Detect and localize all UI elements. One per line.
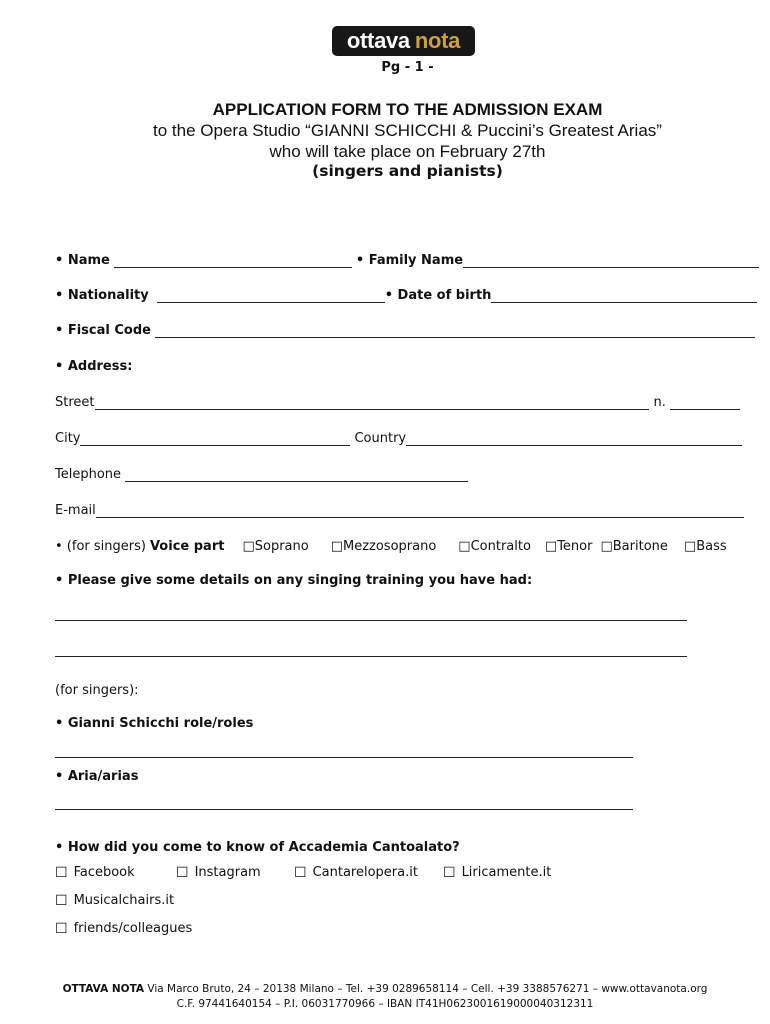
voice-part-prefix: • (for singers) <box>55 539 146 554</box>
training-answer-line-2[interactable] <box>55 656 687 657</box>
family-name-input-line[interactable] <box>463 255 759 268</box>
training-question-row <box>55 573 532 588</box>
source-options-row-1 <box>55 865 551 881</box>
arias-answer-line[interactable] <box>55 809 633 810</box>
fiscal-code-row <box>55 323 755 338</box>
city-input-line[interactable] <box>80 433 350 446</box>
voice-option-tenor[interactable]: □Tenor <box>544 539 593 554</box>
nationality-label: • Nationality <box>55 288 149 303</box>
source-option-label: Musicalchairs.it <box>73 893 175 908</box>
training-answer-line-1[interactable] <box>55 620 687 621</box>
nationality-row <box>55 288 757 303</box>
email-input-line[interactable] <box>96 505 744 518</box>
email-row <box>55 503 744 518</box>
checkbox-icon: ☐ <box>55 893 68 909</box>
singers-note: (for singers): <box>55 683 139 698</box>
source-option-musicalchairs[interactable] <box>55 893 174 909</box>
voice-part-label: Voice part <box>149 539 225 554</box>
street-input-line[interactable] <box>95 397 649 410</box>
source-option-instagram[interactable] <box>176 865 294 881</box>
source-option-facebook[interactable] <box>55 865 176 881</box>
singers-note-row <box>55 683 139 698</box>
footer-contacts: Via Marco Bruto, 24 – 20138 Milano – Tel. +39 0289658114 – Cell. +39 3388576271 – www.ottavanota.org <box>147 983 708 995</box>
country-label: Country <box>354 431 407 446</box>
voice-part-row <box>55 539 749 554</box>
training-question: • Please give some details on any singing training you have had: <box>55 573 533 588</box>
logo-word-ottava: ottava <box>346 28 410 53</box>
ottavanota-logo <box>332 26 475 56</box>
checkbox-icon: ☐ <box>176 865 189 881</box>
source-option-label: Cantarelopera.it <box>312 865 418 880</box>
name-input-line[interactable] <box>114 255 352 268</box>
name-label: • Name <box>55 253 110 268</box>
checkbox-icon: ☐ <box>55 865 68 881</box>
source-option-cantarelopera[interactable] <box>294 865 443 881</box>
city-row <box>55 431 742 446</box>
voice-option-soprano[interactable]: □Soprano <box>242 539 309 554</box>
checkbox-icon: ☐ <box>294 865 307 881</box>
roles-answer-line[interactable] <box>55 757 633 758</box>
telephone-label: Telephone <box>55 467 122 482</box>
voice-option-contralto[interactable]: □Contralto <box>458 539 531 554</box>
country-input-line[interactable] <box>406 433 742 446</box>
source-options-row-2 <box>55 893 174 909</box>
name-row <box>55 253 759 268</box>
footer-tax-line: C.F. 97441640154 – P.I. 06031770966 – IBAN IT41H0623001619000040312311 <box>176 998 594 1010</box>
street-number-label: n. <box>653 395 666 410</box>
telephone-row <box>55 467 468 482</box>
telephone-input-line[interactable] <box>125 469 468 482</box>
checkbox-icon: ☐ <box>443 865 456 881</box>
address-label: • Address: <box>55 359 133 374</box>
nationality-input-line[interactable] <box>157 290 385 303</box>
checkbox-icon: ☐ <box>55 921 68 937</box>
roles-row <box>55 716 253 731</box>
source-options-row-3 <box>55 921 192 937</box>
voice-option-mezzosoprano[interactable]: □Mezzosoprano <box>330 539 437 554</box>
date-of-birth-label: • Date of birth <box>384 288 492 303</box>
voice-option-baritone[interactable]: □Baritone <box>600 539 668 554</box>
voice-option-bass[interactable]: □Bass <box>683 539 727 554</box>
family-name-label: • Family Name <box>355 253 464 268</box>
source-option-liricamente[interactable] <box>443 865 551 881</box>
roles-label: • Gianni Schicchi role/roles <box>55 716 254 731</box>
form-subtitle-audience: (singers and pianists) <box>312 162 503 180</box>
logo-word-nota: nota <box>414 28 461 53</box>
footer-company: OTTAVA NOTA <box>62 983 145 995</box>
fiscal-code-input-line[interactable] <box>155 325 755 338</box>
source-option-friends[interactable] <box>55 921 192 937</box>
street-label: Street <box>55 395 95 410</box>
source-option-label: Instagram <box>194 865 261 880</box>
source-option-label: Liricamente.it <box>461 865 552 880</box>
arias-label: • Aria/arias <box>55 769 139 784</box>
source-question: • How did you come to know of Accademia Cantoalato? <box>55 840 460 855</box>
page-number: Pg - 1 - <box>381 60 434 75</box>
source-question-row <box>55 840 460 855</box>
email-label: E-mail <box>55 503 96 518</box>
source-option-label: Facebook <box>73 865 135 880</box>
source-option-label: friends/colleagues <box>73 921 193 936</box>
date-of-birth-input-line[interactable] <box>491 290 757 303</box>
arias-row <box>55 769 138 784</box>
address-row <box>55 359 132 374</box>
form-subtitle-date: who will take place on February 27th <box>269 142 546 161</box>
form-title: APPLICATION FORM TO THE ADMISSION EXAM <box>212 100 603 119</box>
form-subtitle-opera-studio: to the Opera Studio “GIANNI SCHICCHI & Puccini’s Greatest Arias” <box>153 121 662 140</box>
fiscal-code-label: • Fiscal Code <box>55 323 151 338</box>
street-number-input-line[interactable] <box>670 397 740 410</box>
street-row <box>55 395 740 410</box>
city-label: City <box>55 431 81 446</box>
footer-address-line <box>0 983 770 995</box>
